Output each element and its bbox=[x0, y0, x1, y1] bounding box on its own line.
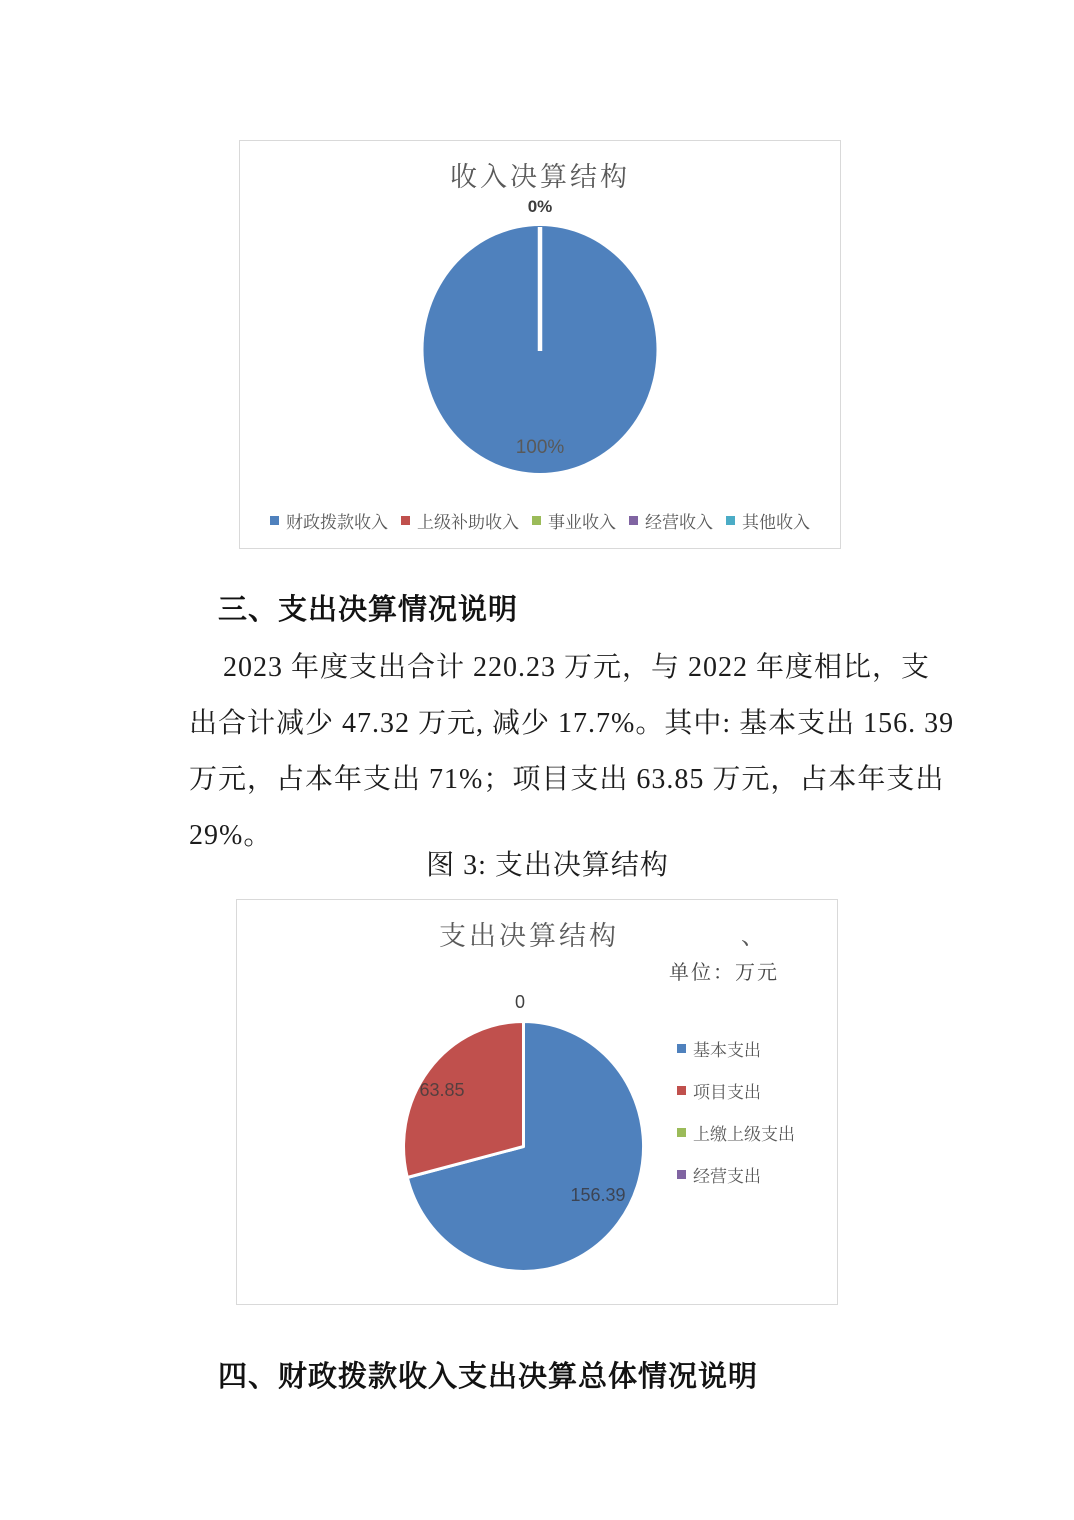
income-pie-chart-frame bbox=[239, 140, 841, 549]
legend-label: 其他收入 bbox=[742, 513, 810, 532]
section-4-heading: 四、财政拨款收入支出决算总体情况说明 bbox=[218, 1361, 759, 1394]
legend-swatch-icon bbox=[270, 516, 279, 525]
legend-item bbox=[677, 1078, 795, 1103]
paragraph-line: 29%。 bbox=[189, 820, 273, 851]
legend-item bbox=[677, 1162, 795, 1187]
legend-label: 财政拨款收入 bbox=[286, 513, 388, 532]
legend-item bbox=[401, 508, 519, 533]
expenditure-label-project: 63.85 bbox=[419, 1080, 465, 1100]
legend-swatch-icon bbox=[629, 516, 638, 525]
legend-item bbox=[532, 508, 616, 533]
legend-item bbox=[677, 1036, 795, 1061]
legend-swatch-icon bbox=[401, 516, 410, 525]
legend-item bbox=[677, 1120, 795, 1145]
income-chart-legend bbox=[240, 508, 840, 533]
legend-swatch-icon bbox=[677, 1086, 686, 1095]
income-chart-title: 收入决算结构 bbox=[450, 162, 630, 192]
legend-label: 项目支出 bbox=[693, 1083, 761, 1102]
legend-label: 经营收入 bbox=[645, 513, 713, 532]
legend-item bbox=[726, 508, 810, 533]
expenditure-chart-title: 支出决算结构 bbox=[439, 921, 619, 951]
stray-punctuation: 、 bbox=[741, 923, 765, 950]
paragraph-line: 出合计减少 47.32 万元, 减少 17.7%。其中: 基本支出 156. 39 bbox=[189, 708, 955, 739]
legend-label: 事业收入 bbox=[548, 513, 616, 532]
legend-label: 基本支出 bbox=[693, 1041, 761, 1060]
income-label-hundred: 100% bbox=[515, 437, 565, 458]
unit-label: 单位：万元 bbox=[669, 962, 779, 984]
income-label-zero: 0% bbox=[527, 197, 553, 216]
figure-3-caption: 图 3: 支出决算结构 bbox=[426, 850, 669, 881]
legend-label: 上级补助收入 bbox=[417, 513, 519, 532]
expenditure-label-zero: 0 bbox=[514, 992, 525, 1012]
paragraph-line: 万元，占本年支出 71%；项目支出 63.85 万元，占本年支出 bbox=[189, 764, 945, 795]
legend-swatch-icon bbox=[677, 1044, 686, 1053]
expenditure-chart-legend bbox=[677, 1036, 795, 1187]
legend-label: 经营支出 bbox=[693, 1167, 761, 1186]
legend-item bbox=[629, 508, 713, 533]
section-3-heading: 三、支出决算情况说明 bbox=[218, 594, 519, 627]
legend-swatch-icon bbox=[677, 1170, 686, 1179]
legend-swatch-icon bbox=[726, 516, 735, 525]
legend-label: 上缴上级支出 bbox=[693, 1125, 795, 1144]
legend-item bbox=[270, 508, 388, 533]
expenditure-label-basic: 156.39 bbox=[570, 1185, 626, 1205]
legend-swatch-icon bbox=[532, 516, 541, 525]
paragraph-line: 2023 年度支出合计 220.23 万元，与 2022 年度相比，支 bbox=[223, 652, 931, 683]
legend-swatch-icon bbox=[677, 1128, 686, 1137]
expenditure-pie-chart-frame bbox=[236, 899, 838, 1305]
